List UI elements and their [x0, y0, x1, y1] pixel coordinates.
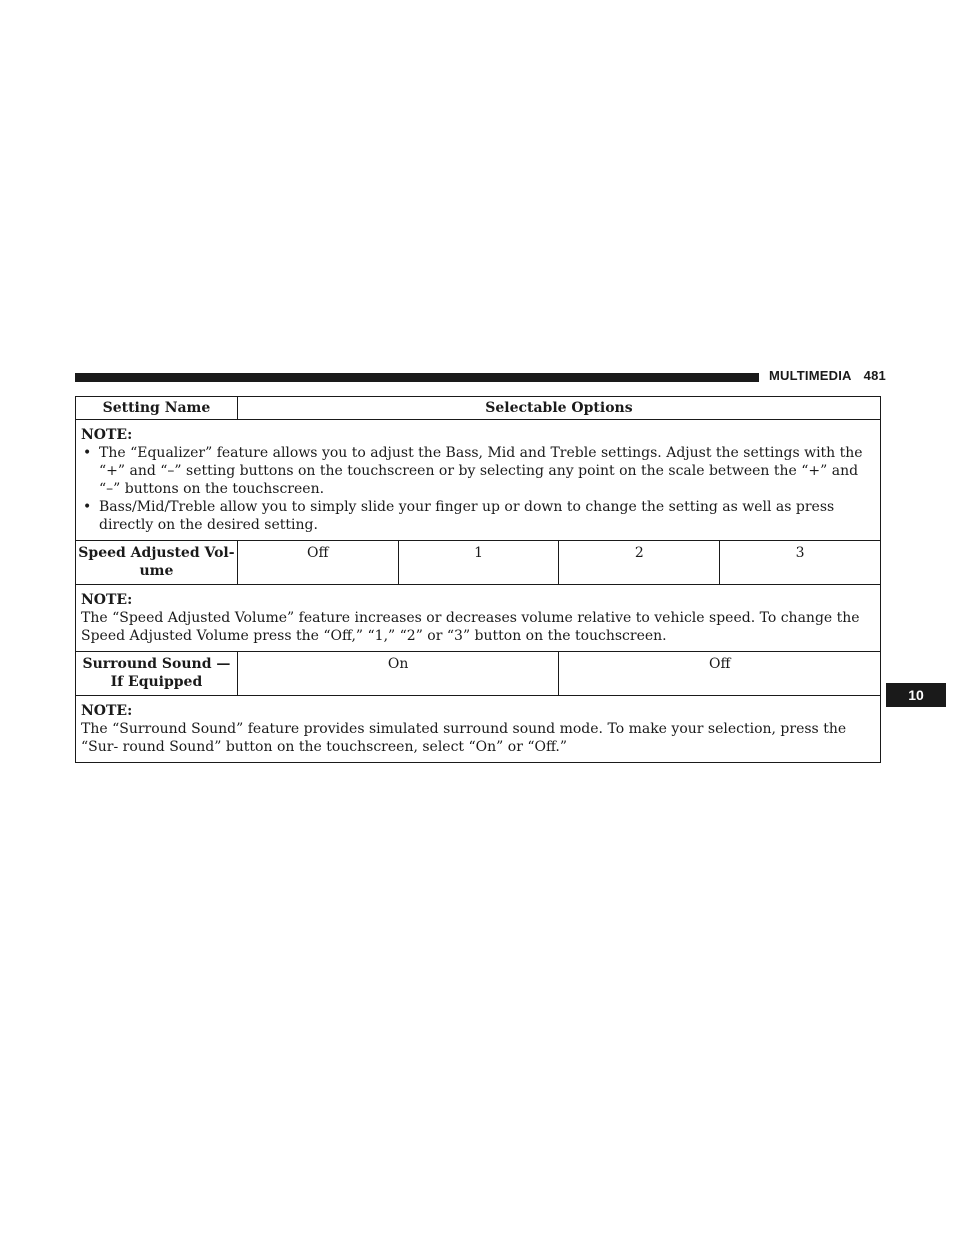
running-header [769, 368, 886, 383]
setting-name-cell [76, 541, 238, 585]
note-text: The “Surround Sound” feature provides simulated surround sound mode. To make your selection, press the “Sur- round Sound” button on the touchscreen, select “On” or “Off.” [81, 721, 847, 755]
note-cell [76, 696, 881, 763]
bullet-icon: • [83, 445, 92, 461]
note-row-surround-sound [76, 696, 881, 763]
setting-name-line: Speed Adjusted Vol- [78, 545, 235, 561]
table-row-surround-sound [76, 652, 881, 696]
setting-name-line: ume [139, 563, 174, 579]
option-cell: 2 [559, 541, 720, 585]
column-header-setting-name: Setting Name [76, 397, 238, 420]
bullet-text: Bass/Mid/Treble allow you to simply slide your finger up or down to change the setting as well as press directly on the desired setting. [99, 499, 835, 533]
note-cell [76, 585, 881, 652]
note-cell [76, 420, 881, 541]
option-cell: On [237, 652, 559, 696]
section-title: MULTIMEDIA [769, 368, 852, 383]
note-bullet-list [81, 444, 874, 534]
setting-name-cell [76, 652, 238, 696]
option-cell: 3 [720, 541, 881, 585]
header-rule [75, 373, 759, 382]
list-item [81, 444, 874, 498]
note-label: NOTE: [81, 703, 133, 719]
option-cell: Off [559, 652, 881, 696]
settings-table [75, 396, 881, 763]
note-row-equalizer [76, 420, 881, 541]
setting-name-line: Surround Sound — [82, 656, 231, 672]
note-row-speed-adjusted-volume [76, 585, 881, 652]
note-label: NOTE: [81, 592, 133, 608]
option-cell: 1 [398, 541, 559, 585]
note-text: The “Speed Adjusted Volume” feature increases or decreases volume relative to vehicle speed. To change the Speed Adjusted Volume press the “Off,” “1,” “2” or “3” button on the touchscreen. [81, 610, 860, 644]
bullet-icon: • [83, 499, 92, 515]
option-cell: Off [237, 541, 398, 585]
chapter-tab: 10 [886, 683, 946, 707]
page-number: 481 [863, 368, 886, 383]
list-item [81, 498, 874, 534]
table-header-row [76, 397, 881, 420]
bullet-text: The “Equalizer” feature allows you to adjust the Bass, Mid and Treble settings. Adjust the settings with the “+” and “–” setting buttons on the touchscreen or by selecting any point on the scale between the “+” and “–” buttons on the touchscreen. [99, 445, 863, 497]
table-row-speed-adjusted-volume [76, 541, 881, 585]
note-label: NOTE: [81, 427, 133, 443]
setting-name-line: If Equipped [110, 674, 203, 690]
column-header-selectable-options: Selectable Options [237, 397, 880, 420]
